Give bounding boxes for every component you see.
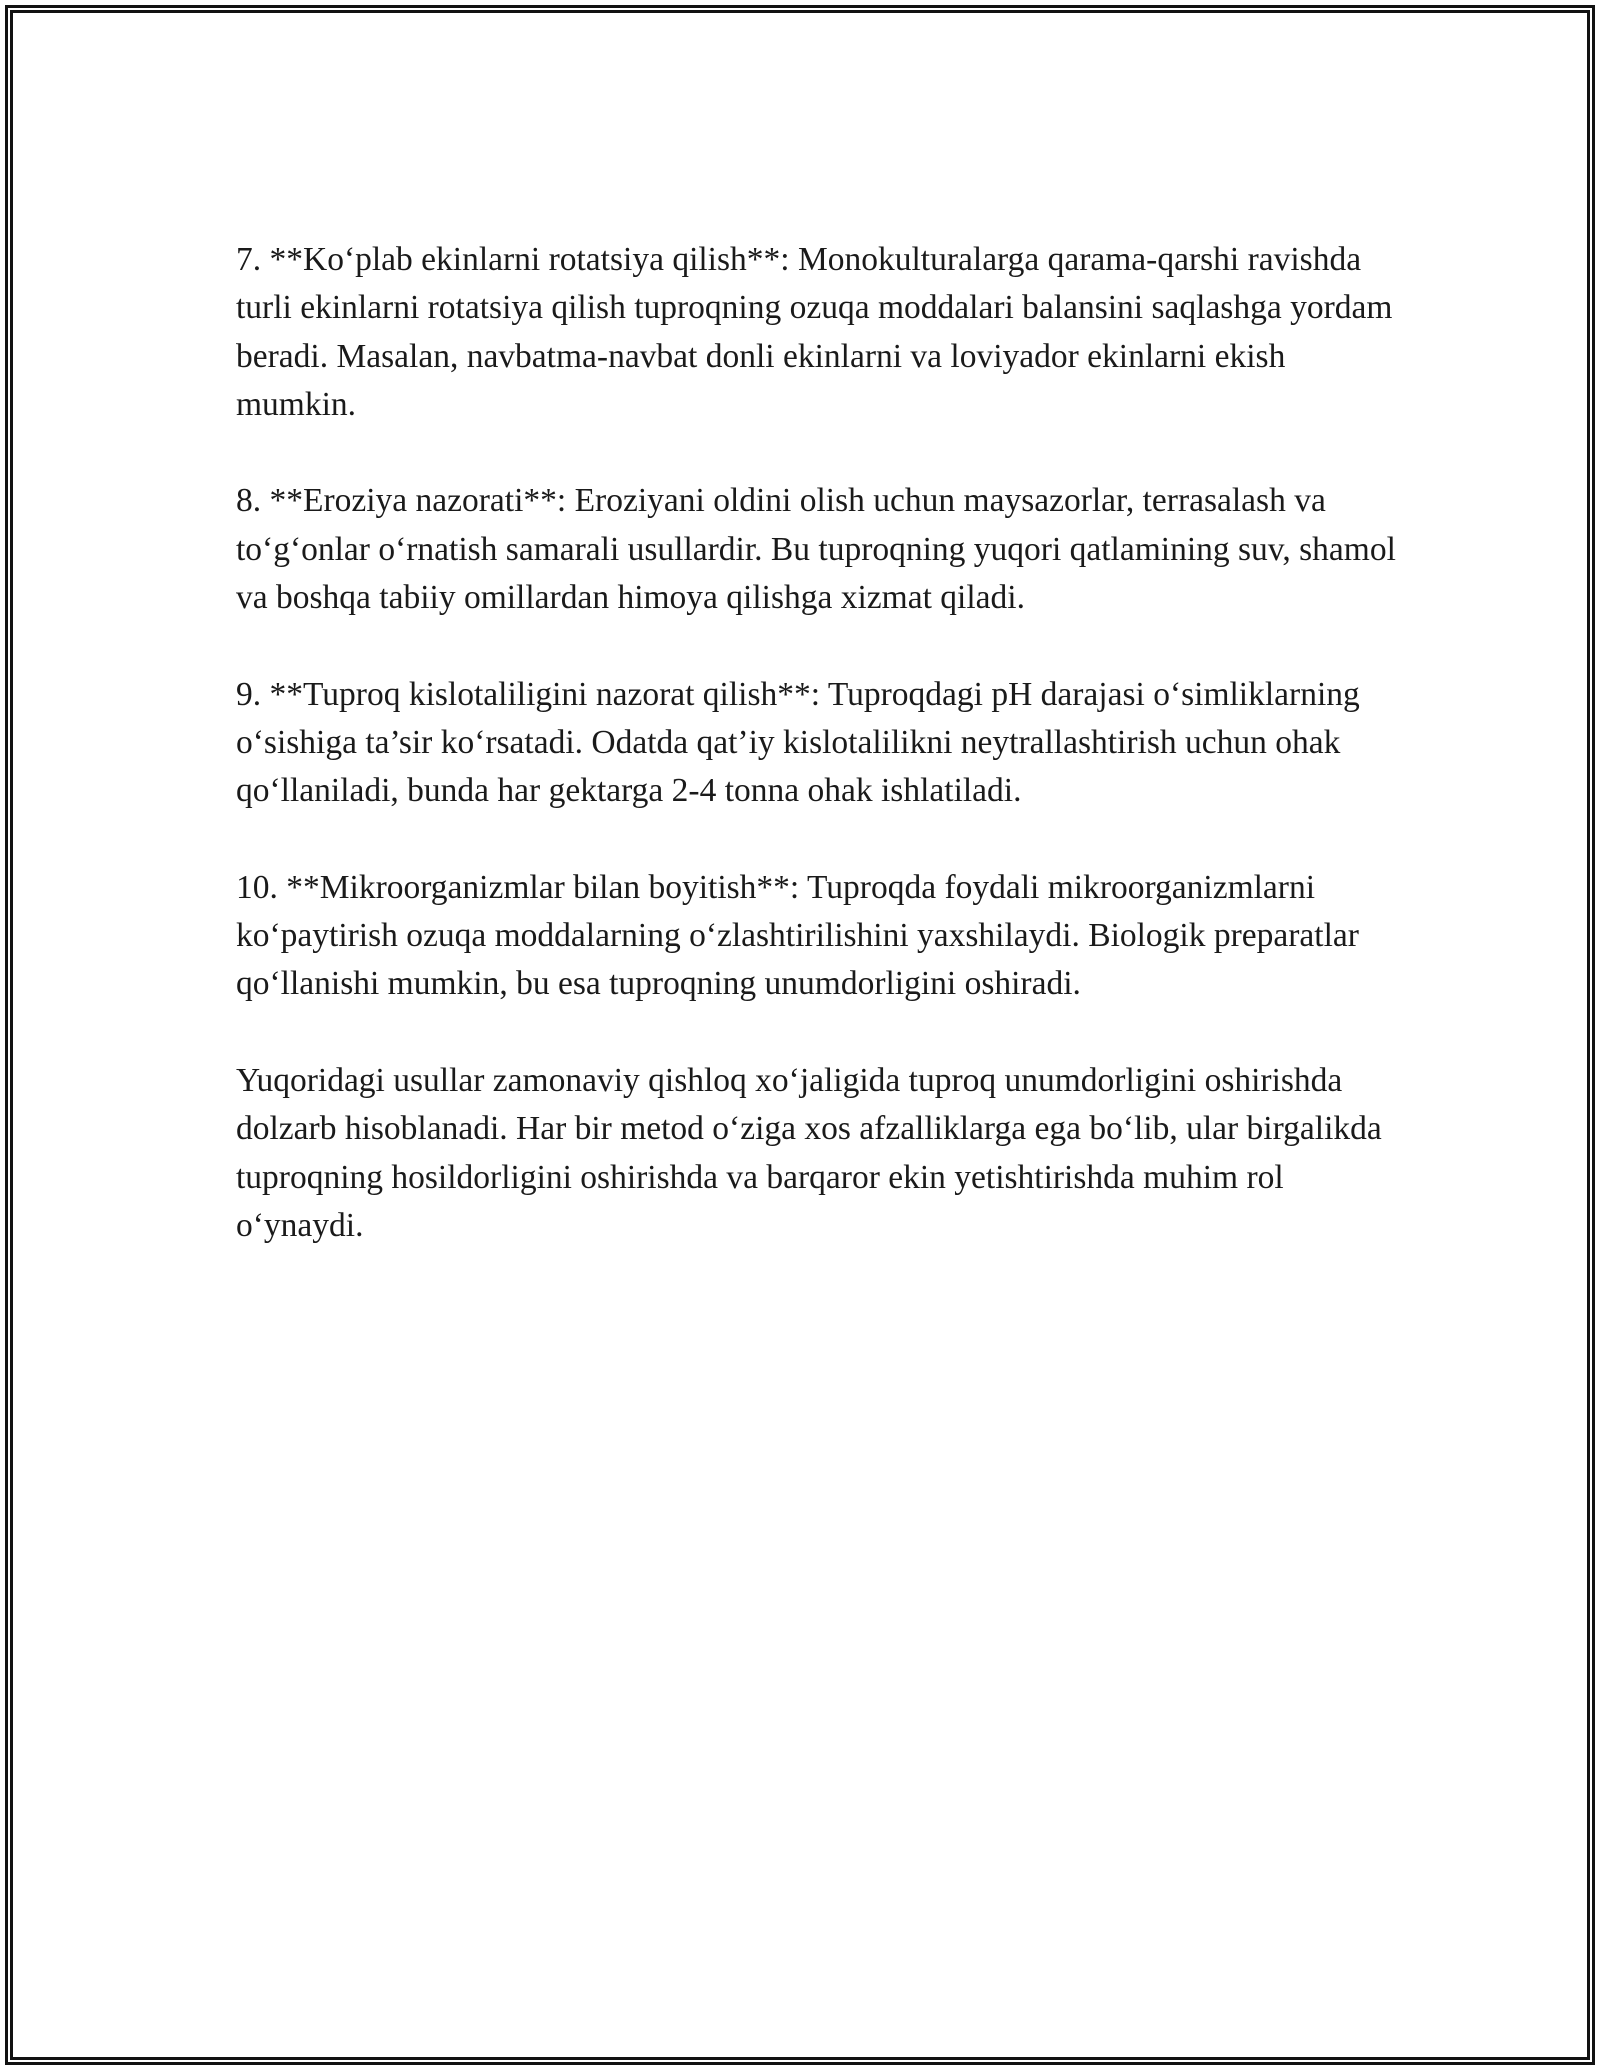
paragraph-item-8: 8. **Eroziya nazorati**: Eroziyani oldini olish uchun maysazorlar, terrasalash va to‘g‘onlar o‘rnatish samarali usullardir. Bu tuproqning yuqori qatlamining suv, shamol va boshqa tabiiy omillardan himoya qilishga xizmat qiladi. <box>236 482 1396 617</box>
document-body <box>236 236 1396 1299</box>
paragraph-item-9: 9. **Tuproq kislotaliligini nazorat qilish**: Tuproqdagi pH darajasi o‘simliklarning o‘sishiga ta’sir ko‘rsatadi. Odatda qat’iy kislotalilikni neytrallashtirish uchun ohak qo‘llaniladi, bunda har gektarga 2-4 tonna ohak ishlatiladi. <box>236 675 1360 810</box>
paragraph-item-7: 7. **Ko‘plab ekinlarni rotatsiya qilish**: Monokulturalarga qarama-qarshi ravishda turli ekinlarni rotatsiya qilish tuproqning ozuqa moddalari balansini saqlashga yordam beradi. Masalan, navbatma-navbat donli ekinlarni va loviyador ekinlarni ekish mumkin. <box>236 241 1393 423</box>
paragraph-item-10: 10. **Mikroorganizmlar bilan boyitish**: Tuproqda foydali mikroorganizmlarni ko‘paytirish ozuqa moddalarning o‘zlashtirilishini yaxshilaydi. Biologik preparatlar qo‘llanishi mumkin, bu esa tuproqning unumdorligini oshiradi. <box>236 868 1359 1003</box>
paragraph-conclusion: Yuqoridagi usullar zamonaviy qishloq xo‘jaligida tuproq unumdorligini oshirishda dolzarb hisoblanadi. Har bir metod o‘ziga xos afzalliklarga ega bo‘lib, ular birgalikda tuproqning hosildorligini oshirishda va barqaror ekin yetishtirishda muhim rol o‘ynaydi. <box>236 1062 1382 1244</box>
